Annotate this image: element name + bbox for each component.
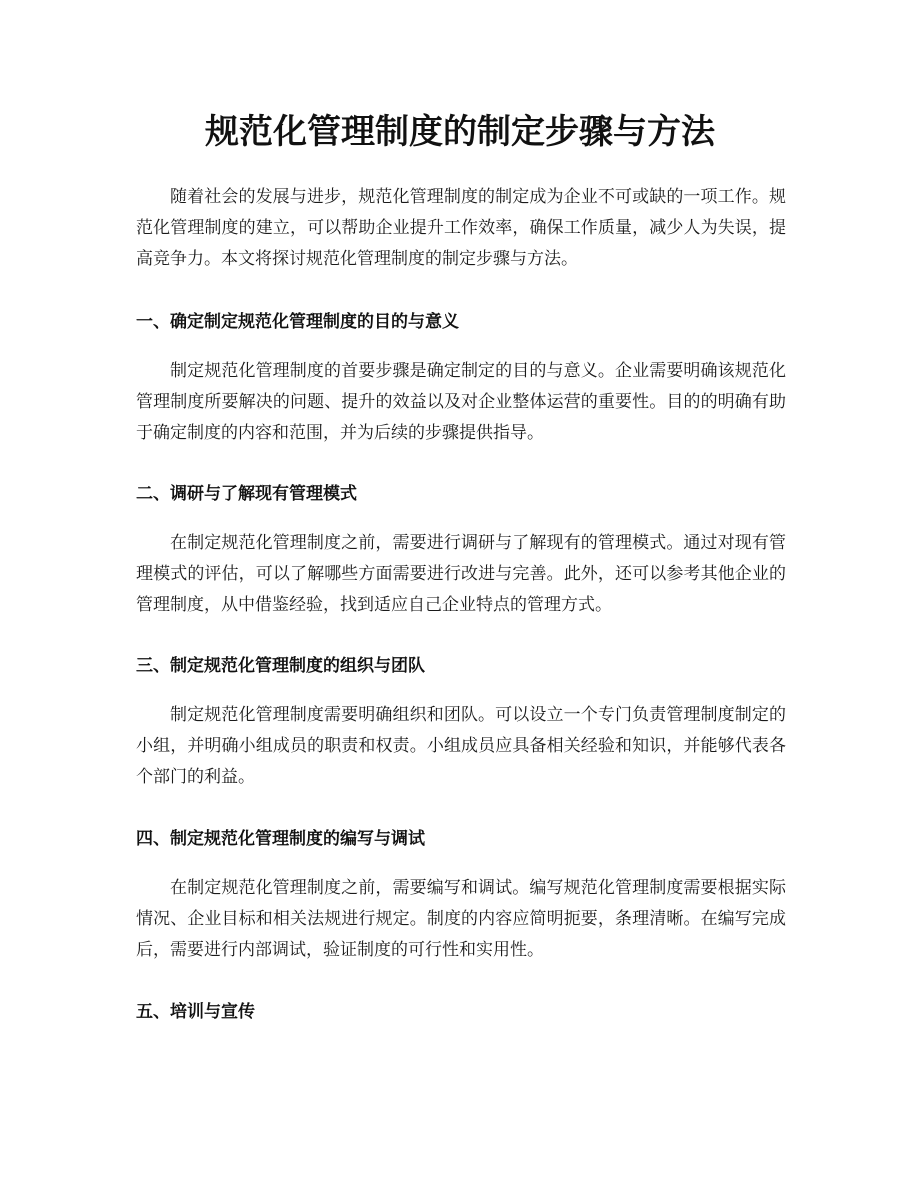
intro-paragraph: 随着社会的发展与进步，规范化管理制度的制定成为企业不可或缺的一项工作。规范化管理制度的建立，可以帮助企业提升工作效率，确保工作质量，减少人为失误，提高竞争力。本文将探讨规范化管理制度的制定步骤与方法。 [136,187,786,269]
section-heading-4: 四、制定规范化管理制度的编写与调试 [136,829,425,849]
section-heading-1: 一、确定制定规范化管理制度的目的与意义 [136,312,459,332]
section-heading-2: 二、调研与了解现有管理模式 [136,484,357,504]
section-paragraph-2: 在制定规范化管理制度之前，需要进行调研与了解现有的管理模式。通过对现有管理模式的评估，可以了解哪些方面需要进行改进与完善。此外，还可以参考其他企业的管理制度，从中借鉴经验，找到适应自己企业特点的管理方式。 [136,533,786,615]
section-paragraph-3: 制定规范化管理制度需要明确组织和团队。可以设立一个专门负责管理制度制定的小组，并明确小组成员的职责和权责。小组成员应具备相关经验和知识，并能够代表各个部门的利益。 [136,705,786,787]
document-title: 规范化管理制度的制定步骤与方法 [205,112,715,152]
section-paragraph-4: 在制定规范化管理制度之前，需要编写和调试。编写规范化管理制度需要根据实际情况、企业目标和相关法规进行规定。制度的内容应简明扼要，条理清晰。在编写完成后，需要进行内部调试，验证制度的可行性和实用性。 [136,878,786,960]
section-heading-5: 五、培训与宣传 [136,1002,255,1022]
section-paragraph-1: 制定规范化管理制度的首要步骤是确定制定的目的与意义。企业需要明确该规范化管理制度所要解决的问题、提升的效益以及对企业整体运营的重要性。目的的明确有助于确定制度的内容和范围，并为后续的步骤提供指导。 [136,361,786,443]
section-heading-3: 三、制定规范化管理制度的组织与团队 [136,656,425,676]
